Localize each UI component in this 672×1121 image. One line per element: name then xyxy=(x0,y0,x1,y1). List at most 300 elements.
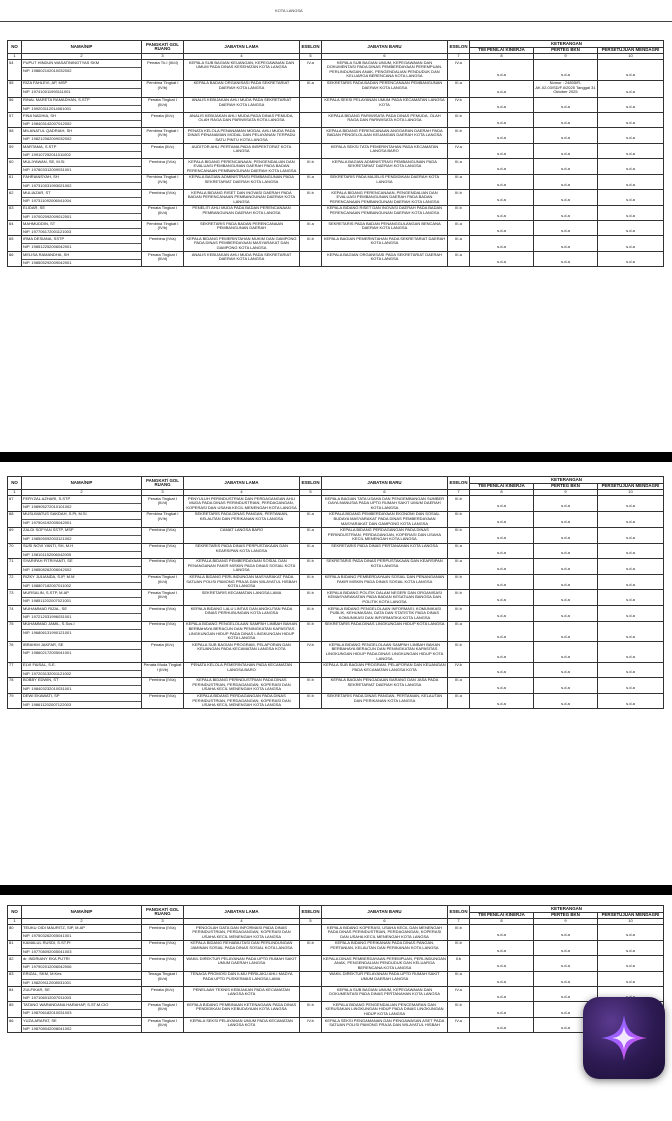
employee-cell xyxy=(22,527,142,543)
eselon-baru: IV.a xyxy=(448,60,470,80)
column-number-2: 2 xyxy=(22,54,142,60)
header-nama: NAMA/NIP xyxy=(22,906,142,919)
mutation-table-3 xyxy=(7,905,664,1033)
eselon-lama xyxy=(300,113,322,128)
jabatan-lama: KEPALA BIDANG PERINDUSTRIAN PADA DINAS PERINDUSTRIAN, PERDAGANGAN, KOPERASI DAN USAHA KECIL MENENGAH KOTA LANGSA xyxy=(184,677,300,693)
header-eselon-baru: ESELON xyxy=(448,477,470,490)
table-row xyxy=(8,693,664,709)
jabatan-lama: ANALIS KEBIJAKAN AHLI MUDA PADA SEKRETARIAT DAERAH KOTA LANGSA xyxy=(184,97,300,112)
eselon-baru: III.a xyxy=(448,221,470,236)
eselon-baru: III.b xyxy=(448,190,470,206)
employee-nip: NIP. 198905272010101002 xyxy=(22,503,141,510)
table-header xyxy=(8,906,664,925)
eselon-lama: III.b xyxy=(300,606,322,622)
mutation-table-1 xyxy=(7,40,664,267)
employee-cell xyxy=(22,558,142,574)
persetujuan-value: s.d.a xyxy=(598,190,664,206)
column-number-8: 8 xyxy=(470,919,534,925)
jabatan-lama: ANALIS KEBIJAKAN AHLI MUDA PADA SEKRETARIAT DAERAH KOTA LANGSA xyxy=(184,252,300,267)
pangkat-golongan: Pembina (IV/a) xyxy=(142,693,184,709)
row-number: 82 xyxy=(8,956,22,972)
eselon-lama: IV.b xyxy=(300,1018,322,1033)
employee-name: MURSALIN, S.STP, M.AP xyxy=(23,589,69,595)
table-row xyxy=(8,606,664,622)
jabatan-baru: KEPALA SUB BAGIAN UMUM, KEPEGAWAIAN DAN DOKUMENTASI PADA DINAS PERTANAHAN KOTA LANGSA xyxy=(322,987,448,1002)
employee-cell xyxy=(22,642,142,662)
tim-penilai-value: s.d.a xyxy=(470,940,534,955)
jabatan-baru: KEPALA BIDANG PERENCANAAN, PENGENDALIAN DAN EVALUASI PEMBANGUNAN DAERAH PADA BADAN PERENCANAAN PEMBANGUNAN DAERAH KOTA LANGSA xyxy=(322,190,448,206)
jabatan-baru: KEPALA SUB BAGIAN UMUM, KEPEGAWAIAN DAN DOKUMENTASI PADA DINAS PEMBERDAYAAN PEREMPUAN, PERLINDUNGAN ANAK, PENGENDALIAN PENDUDUK DAN KELUARGA BERENCANA KOTA LANGSA xyxy=(322,60,448,80)
tim-penilai-value: s.d.a xyxy=(470,606,534,622)
jabatan-lama: KEPALA SEKSI PELAYANAN UMUM PADA KECAMATAN LANGSA KOTA xyxy=(184,1018,300,1033)
employee-nip: NIP. 199107252011011002 xyxy=(22,151,141,158)
jabatan-lama: KEPALA BIDANG LALU LINTAS DAN ANGKUTAN PADA DINAS PERHUBUNGAN KOTA LANGSA xyxy=(184,606,300,622)
employee-cell xyxy=(22,159,142,175)
persetujuan-value: s.d.a xyxy=(598,606,664,622)
column-number-9: 9 xyxy=(534,919,598,925)
ai-assistant-button[interactable] xyxy=(583,997,665,1079)
table-row xyxy=(8,159,664,175)
column-number-7: 7 xyxy=(448,919,470,925)
jabatan-lama: KEPALA BIDANG REHABILITASI DAN PERLINDUNGAN JAMINAN SOSIAL PADA DINAS SOSIAL KOTA LANGSA xyxy=(184,940,300,955)
employee-nip: NIP. 197706172001121003 xyxy=(22,228,141,235)
tim-penilai-value: s.d.a xyxy=(470,956,534,972)
jabatan-baru: KEPALA DINAS PEMBERDAYAAN PEREMPUAN, PERLINDUNGAN ANAK, PENGENDALIAN PENDUDUK DAN KELUARGA BERENCANA KOTA LANGSA xyxy=(323,955,446,970)
employee-cell xyxy=(22,97,142,112)
eselon-baru: IV.b xyxy=(448,97,470,112)
employee-nip: NIP. 198212062009032002 xyxy=(22,135,141,142)
persetujuan-value: s.d.a xyxy=(598,677,664,693)
jabatan-baru: SEKRETARIS PADA BADAN PERENCANAAN PEMBANGUNAN DAERAH KOTA LANGSA xyxy=(322,80,448,97)
eselon-lama: III.b xyxy=(300,940,322,955)
perteg-bkn-value: s.d.a xyxy=(534,971,598,986)
jabatan-lama: WAKIL DIREKTUR PELAYANAN PADA UPTD RUMAH SAKIT UMUM DAERAH LANGSA xyxy=(184,956,300,972)
tim-penilai-value: s.d.a xyxy=(470,236,534,252)
column-number-6: 6 xyxy=(322,490,448,496)
tim-penilai-value: s.d.a xyxy=(470,205,534,220)
persetujuan-value: s.d.a xyxy=(598,940,664,955)
jabatan-baru: KEPALA BIDANG PENGENDALIAN PENCEMARAN DAN KERUSAKAN LINGKUNGAN HIDUP PADA DINAS LINGKUNGAN HIDUP KOTA LANGSA xyxy=(322,1002,448,1018)
header-perteg-bkn: PERTEG BKN xyxy=(534,483,598,490)
jabatan-lama: KEPALA BADAN ORGANISASI PADA SEKRETARIAT DAERAH KOTA LANGSA xyxy=(184,80,300,97)
employee-cell xyxy=(22,174,142,189)
eselon-baru: III.a xyxy=(448,159,470,175)
column-number-1: 1 xyxy=(8,54,22,60)
employee-cell xyxy=(22,1002,142,1018)
row-number: 84 xyxy=(8,987,22,1002)
eselon-baru: III.b xyxy=(448,590,470,606)
tim-penilai-value: s.d.a xyxy=(470,1002,534,1018)
employee-nip: NIP. 198101152006042005 xyxy=(22,551,141,558)
jabatan-baru: KEPALA BIDANG PARIWISATA PADA DINAS PEMUDA, OLAH RAGA DAN PARIWISATA KOTA LANGSA xyxy=(322,113,448,128)
table-row xyxy=(8,925,664,941)
perteg-bkn-value: s.d.a xyxy=(534,221,598,236)
eselon-lama: III.b xyxy=(300,1002,322,1018)
jabatan-lama: TENAGA PROMOSI DAN ILMU PERILAKU AHLI MADYA PADA UPTD PUSKESMAS LANGSA LAMA xyxy=(184,971,300,986)
pangkat-golongan: Penata Tingkat I (III/d) xyxy=(142,205,184,220)
eselon-lama xyxy=(300,925,322,941)
perteg-bkn-value: s.d.a xyxy=(534,662,598,677)
pangkat-golongan: Penata Tingkat I (III/d) xyxy=(142,97,184,112)
jabatan-lama: KEPALA SUB BAGIAN KEUANGAN, KEPEGAWAIAN DAN UMUM PADA DINAS KESEHATAN KOTA LANGSA xyxy=(184,60,300,80)
header-tim-penilai: TIM PENILAI KINERJA xyxy=(470,483,534,490)
column-number-5: 5 xyxy=(300,919,322,925)
table-row xyxy=(8,940,664,955)
perteg-bkn-value: s.d.a xyxy=(534,558,598,574)
eselon-lama xyxy=(300,971,322,986)
header-pangkat: PANGKAT/ GOL RUANG xyxy=(142,906,184,919)
pangkat-golongan: Penata (III/c) xyxy=(142,144,184,159)
jabatan-lama: PENATA KELOLA PEMERINTAHAN PADA KECAMATAN LANGSA BARO xyxy=(184,662,300,677)
employee-cell xyxy=(22,677,142,693)
header-eselon-baru: ESELON xyxy=(448,41,470,54)
jabatan-lama: KEPALA SUB BAGIAN PROGRAM, PELAPORAN DAN KEUANGAN PADA KECAMATAN LANGSA KOTA xyxy=(184,642,300,662)
table-row xyxy=(8,677,664,693)
perteg-bkn-value: s.d.a xyxy=(534,60,598,80)
column-number-5: 5 xyxy=(300,54,322,60)
perteg-bkn-value: s.d.a xyxy=(534,236,598,252)
employee-name: BOBBY EDWIN, ST xyxy=(23,677,59,683)
previous-page-strip xyxy=(0,0,672,22)
employee-name: TEUKU OIDI MAURITZ, SIP, M.AP xyxy=(23,924,85,930)
jabatan-lama: PENYULUH PERINDUSTRIAN DAN PERDAGANGAN AHLI MUDA PADA DINAS PERINDUSTRIAN, PERDAGANGAN, KOPERASI DAN USAHA KECIL MENENGAH KOTA LANGSA xyxy=(184,496,300,512)
employee-nip: NIP. 197410011993111001 xyxy=(22,88,141,95)
column-number-4: 4 xyxy=(184,490,300,496)
persetujuan-value: s.d.a xyxy=(598,511,664,527)
employee-cell xyxy=(22,144,142,159)
row-number: 71 xyxy=(8,558,22,574)
header-pangkat: PANGKAT/ GOL RUANG xyxy=(142,41,184,54)
tim-penilai-value: s.d.a xyxy=(470,693,534,709)
persetujuan-value: s.d.a xyxy=(598,80,664,97)
table-row xyxy=(8,496,664,512)
jabatan-lama: PENELITI AHLI MUDA PADA BADAN PERENCANAAN PEMBANGUNAN DAERAH KOTA LANGSA xyxy=(184,205,300,220)
eselon-lama xyxy=(300,496,322,512)
employee-cell xyxy=(22,190,142,206)
jabatan-lama: KEPALA BIDANG PERLINDUNGAN MASYARAKAT PADA SATUAN POLISI PAMONG PRAJA DAN WILAYATUL HISBAH KOTA LANGSA xyxy=(184,574,300,590)
employee-nip: NIP. 198807182007011002 xyxy=(22,582,141,589)
eselon-baru: III.b xyxy=(448,128,470,144)
eselon-baru: III.b xyxy=(448,925,470,941)
pangkat-golongan: Pembina (IV/a) xyxy=(142,925,184,941)
jabatan-baru: KEPALA BIDANG KOPERASI, USAHA KECIL DAN MENENGAH PADA DINAS PERINDUSTRIAN, PERDAGANGAN, KOPERASI DAN USAHA KECIL MENENGAH KOTA LANGSA xyxy=(322,925,448,941)
tim-penilai-value: s.d.a xyxy=(470,925,534,941)
perteg-bkn-value: s.d.a xyxy=(534,496,598,512)
eselon-lama: III.a xyxy=(300,80,322,97)
perteg-bkn-value: s.d.a xyxy=(534,159,598,175)
pangkat-golongan: Penata (III/c) xyxy=(142,987,184,1002)
tim-penilai-value: s.d.a xyxy=(470,527,534,543)
persetujuan-value: s.d.a xyxy=(598,60,664,80)
header-eselon-lama: ESELON xyxy=(300,906,322,919)
eselon-baru: III.b xyxy=(448,642,470,662)
column-number-3: 3 xyxy=(142,490,184,496)
eselon-lama: III.a xyxy=(300,174,322,189)
row-number: 85 xyxy=(8,1002,22,1018)
employee-nip: NIP. 197503262005041001 xyxy=(22,932,141,939)
jabatan-lama: PENATA KELOLA PENANAMAN MODAL AHLI MUDA PADA DINAS PENANAMAN MODAL DAN PELAYANAN TERPADU SATU PINTU KOTA LANGSA xyxy=(184,128,300,144)
tim-penilai-value: s.d.a xyxy=(470,496,534,512)
eselon-baru: III.a xyxy=(448,558,470,574)
persetujuan-value: s.d.a xyxy=(598,236,664,252)
header-no: NO xyxy=(8,41,22,54)
eselon-lama: IV.b xyxy=(300,642,322,662)
table-row xyxy=(8,80,664,97)
table-row xyxy=(8,252,664,267)
pangkat-golongan: Penata Tingkat I (III/d) xyxy=(142,252,184,267)
jabatan-lama: AUDITOR AHLI PERTAMA PADA INSPEKTORAT KOTA LANGSA xyxy=(184,144,300,159)
table-row xyxy=(8,987,664,1002)
ai-sparkle-icon xyxy=(598,1012,650,1064)
header-keterangan: KETERANGAN xyxy=(470,41,664,48)
employee-name: FERYZAL AZHARI, S.STP xyxy=(23,495,71,501)
persetujuan-value: s.d.a xyxy=(598,693,664,709)
pangkat-golongan: Pembina Tingkat I (IV/b) xyxy=(142,511,184,527)
column-number-10: 10 xyxy=(598,490,664,496)
column-number-1: 1 xyxy=(8,490,22,496)
jabatan-lama: KEPALA BIDANG PERENCANAAN, PENGENDALIAN DAN EVALUASI PEMBANGUNAN DAERAH PADA BADAN PERENCANAAN PEMBANGUNAN DAERAH KOTA LANGSA xyxy=(184,159,300,175)
tim-penilai-value: s.d.a xyxy=(470,511,534,527)
pangkat-golongan: Pembina (IV/a) xyxy=(142,677,184,693)
eselon-lama xyxy=(300,662,322,677)
table-row xyxy=(8,1018,664,1033)
jabatan-baru: SEKRETARIS PADA BADAN PENANGGULANGAN BENCANA DAERAH KOTA LANGSA xyxy=(322,221,448,236)
perteg-bkn-value: s.d.a xyxy=(534,1018,598,1033)
employee-cell xyxy=(22,925,142,941)
persetujuan-value: s.d.a xyxy=(598,159,664,175)
pangkat-golongan: Pembina (IV/a) xyxy=(142,558,184,574)
header-jabatan-lama: JABATAN LAMA xyxy=(184,477,300,490)
employee-nip: NIP. 197203132001121002 xyxy=(22,670,141,677)
jabatan-lama: SEKRETARIS PADA DINAS PERPUSTAKAAN DAN KEARSIPAN KOTA LANGSA xyxy=(184,543,300,558)
pangkat-golongan: Pembina (IV/a) xyxy=(142,956,184,972)
employee-nip: NIP. 197902012006042006 xyxy=(22,963,141,970)
pangkat-golongan: Pembina (IV/a) xyxy=(142,190,184,206)
eselon-lama: III.b xyxy=(300,693,322,709)
perteg-bkn-value: s.d.a xyxy=(534,144,598,159)
row-number: 65 xyxy=(8,236,22,252)
pangkat-golongan: Pembina (IV/a) xyxy=(142,543,184,558)
perteg-bkn-value: s.d.a xyxy=(534,205,598,220)
tim-penilai-value: s.d.a xyxy=(470,677,534,693)
jabatan-baru: KEPALA BAGIAN ORGANISASI PADA SEKRETARIAT DAERAH KOTA LANGSA xyxy=(322,252,448,267)
column-number-3: 3 xyxy=(142,54,184,60)
employee-cell xyxy=(22,956,142,972)
jabatan-baru: KEPALA BAGIAN PEMERINTAHAN PADA SEKRETARIAT DAERAH KOTA LANGSA xyxy=(322,236,448,252)
column-number-9: 9 xyxy=(534,490,598,496)
tim-penilai-value: s.d.a xyxy=(470,590,534,606)
employee-name: SUSI NOVI YANTI, SH, M.H xyxy=(23,543,74,549)
prev-strip-text: KOTA LANGSA xyxy=(275,8,303,13)
tim-penilai-value: s.d.a xyxy=(470,642,534,662)
tim-penilai-value: s.d.a xyxy=(470,621,534,641)
eselon-baru: III.a xyxy=(448,677,470,693)
perteg-bkn-value: s.d.a xyxy=(534,543,598,558)
persetujuan-value: s.d.a xyxy=(598,621,664,641)
table-body-2 xyxy=(8,496,664,709)
employee-cell xyxy=(22,60,142,80)
persetujuan-value: s.d.a xyxy=(598,956,664,972)
pangkat-golongan: Penata Tingkat I (III/d) xyxy=(142,1018,184,1033)
table-header xyxy=(8,41,664,60)
column-number-4: 4 xyxy=(184,54,300,60)
tim-penilai-value: s.d.a xyxy=(470,221,534,236)
table-row xyxy=(8,144,664,159)
employee-name: KAMALUL RUSDI, S.ST.Pi xyxy=(23,940,71,946)
jabatan-lama: SEKRETARIS KECAMATAN LANGSA LAMA xyxy=(184,590,300,606)
employee-nip: NIP. 197311092006041004 xyxy=(22,197,141,204)
pangkat-golongan: Pembina (IV/a) xyxy=(142,236,184,252)
jabatan-baru: KEPALA BIDANG PEMBERDAYAAN EKONOMI DAN SOSIAL BUDAYA MASYARAKAT PADA DINAS PEMBERDAYAAN MASYARAKAT DAN GAMPONG KOTA LANGSA xyxy=(322,511,448,527)
row-number: 54 xyxy=(8,60,22,80)
eselon-lama: III.a xyxy=(300,221,322,236)
row-number: 81 xyxy=(8,940,22,955)
eselon-lama: III.b xyxy=(300,236,322,252)
employee-cell xyxy=(22,221,142,236)
row-number: 72 xyxy=(8,574,22,590)
perteg-bkn-value: s.d.a xyxy=(534,527,598,543)
perteg-bkn-value: s.d.a xyxy=(534,925,598,941)
pangkat-golongan: Pembina (IV/a) xyxy=(142,606,184,622)
persetujuan-value: s.d.a xyxy=(598,252,664,267)
row-number: 68 xyxy=(8,511,22,527)
tim-penilai-value: s.d.a xyxy=(470,97,534,112)
jabatan-baru: SEKRETARIS PADA DINAS PERPUSTAKAAN DAN KEARSIPAN KOTA LANGSA xyxy=(322,558,448,574)
row-number: 62 xyxy=(8,190,22,206)
eselon-baru: III.b xyxy=(448,527,470,543)
employee-name: MUHAMMAD RIZAL, SE xyxy=(23,605,68,611)
employee-nip: NIP. 198602102010032002 xyxy=(22,67,141,74)
employee-name: RIZKY JULIANDA, S.IP, M.M xyxy=(23,574,75,579)
header-eselon-baru: ESELON xyxy=(448,906,470,919)
pangkat-golongan: Pembina (IV/a) xyxy=(142,940,184,955)
eselon-lama: III.a xyxy=(300,511,322,527)
tim-penilai-value: s.d.a xyxy=(470,60,534,80)
employee-nip: NIP. 198511202007021001 xyxy=(22,597,141,604)
row-number: 67 xyxy=(8,496,22,512)
header-pangkat: PANGKAT/ GOL RUANG xyxy=(142,477,184,490)
header-jabatan-baru: JABATAN BARU xyxy=(322,906,448,919)
row-number: 74 xyxy=(8,606,22,622)
table-row xyxy=(8,642,664,662)
column-number-2: 2 xyxy=(22,490,142,496)
employee-nip: NIP. 198512252006042001 xyxy=(22,243,141,250)
row-number: 75 xyxy=(8,621,22,641)
jabatan-baru: KEPALA SUB BAGIAN PROGRAM, PELAPORAN DAN KEUANGAN PADA KECAMATAN LANGSA KOTA xyxy=(322,662,448,677)
eselon-lama: III.b xyxy=(300,574,322,590)
table-row xyxy=(8,662,664,677)
eselon-baru: III.a xyxy=(448,80,470,97)
column-number-7: 7 xyxy=(448,54,470,60)
pangkat-golongan: Penata (III/c) xyxy=(142,113,184,128)
eselon-lama: III.b xyxy=(300,190,322,206)
header-perteg-bkn: PERTEG BKN xyxy=(534,47,598,54)
eselon-baru: III.b xyxy=(448,1002,470,1018)
employee-cell xyxy=(22,662,142,677)
employee-cell xyxy=(22,940,142,955)
employee-name: ELVI FAISAL, S.E. xyxy=(23,662,56,668)
employee-name: MAHMUDDIN, ST xyxy=(23,220,56,226)
eselon-lama: III.b xyxy=(300,159,322,175)
row-number: 55 xyxy=(8,80,22,97)
row-number: 77 xyxy=(8,662,22,677)
persetujuan-value: s.d.a xyxy=(598,543,664,558)
column-number-1: 1 xyxy=(8,919,22,925)
eselon-lama: III.b xyxy=(300,621,322,641)
employee-nip: NIP. 197708092005041003 xyxy=(22,948,141,955)
eselon-baru: III.b xyxy=(448,511,470,527)
perteg-bkn-value: s.d.a xyxy=(534,1002,598,1018)
eselon-lama: III.b xyxy=(300,590,322,606)
column-number-3: 3 xyxy=(142,919,184,925)
header-tim-penilai: TIM PENILAI KINERJA xyxy=(470,47,534,54)
row-number: 58 xyxy=(8,128,22,144)
document-page-1 xyxy=(0,0,672,452)
persetujuan-value: s.d.a xyxy=(598,558,664,574)
employee-name: IRMA DESIANA, SSTP xyxy=(23,235,65,241)
pangkat-golongan: Penata Tingkat I (III/d) xyxy=(142,1002,184,1018)
jabatan-baru: SEKRETARIS PADA DINAS PERTANAHAN KOTA LANGSA xyxy=(322,543,448,558)
pangkat-golongan: Pembina (IV/a) xyxy=(142,621,184,641)
jabatan-lama: PENELAAH TEKNIS KEBIJAKAN PADA KECAMATAN LANGSA KOTA xyxy=(184,987,300,1002)
perteg-bkn-value: s.d.a xyxy=(534,677,598,693)
header-keterangan: KETERANGAN xyxy=(470,906,664,913)
employee-name: ELIDAR, SE xyxy=(23,205,46,211)
eselon-baru: III.a xyxy=(448,693,470,709)
perteg-bkn-value: s.d.a xyxy=(534,128,598,144)
column-number-6: 6 xyxy=(322,919,448,925)
tim-penilai-value: s.d.a xyxy=(470,80,534,97)
employee-nip: NIP. 198505092003121002 xyxy=(22,535,141,542)
perteg-bkn-value: s.d.a xyxy=(534,511,598,527)
employee-name: DEWI EKAWATI, SP xyxy=(23,693,60,699)
persetujuan-value: s.d.a xyxy=(598,662,664,677)
tim-penilai-value: s.d.a xyxy=(470,128,534,144)
persetujuan-value: s.d.a xyxy=(598,590,664,606)
jabatan-lama: KEPALA BIDANG PEMBINAAN KETENAGAAN PADA DINAS PENDIDIKAN DAN KEBUDAYAAN KOTA LANGSA xyxy=(184,1002,300,1018)
header-eselon-lama: ESELON xyxy=(300,477,322,490)
pangkat-golongan: Pembina Tingkat I (IV/b) xyxy=(142,80,184,97)
employee-name: ZALDI SOFYAN SSTP, MSP xyxy=(23,527,74,533)
table-body-3 xyxy=(8,925,664,1033)
eselon-baru: IV.b xyxy=(448,662,470,677)
table-row xyxy=(8,113,664,128)
perteg-bkn-value: s.d.a xyxy=(534,252,598,267)
table-row xyxy=(8,1002,664,1018)
perteg-bkn-value: s.d.a xyxy=(534,590,598,606)
table-row xyxy=(8,590,664,606)
persetujuan-value: s.d.a xyxy=(598,925,664,941)
jabatan-lama: KEPALA BIDANG RISET DAN INOVASI DAERAH PADA BADAN PERENCANAAN PEMBANGUNAN DAERAH KOTA LANGSA xyxy=(184,190,300,206)
jabatan-lama: KEPALA BIDANG PEMBERDAYAAN SOSIAL DAN PENANGANAN FAKIR MISKIN PADA DINAS SOSIAL KOTA LANGSA xyxy=(184,558,300,574)
jabatan-baru: KEPALA SEKSI PENGAMANAN DAN PENGAWASAN ASET PADA SATUAN POLISI PAMONG PRAJA DAN WILAYATUL HISBAH xyxy=(322,1018,448,1033)
header-persetujuan: PERSETUJUAN MENDAGRI xyxy=(598,47,664,54)
row-number: 79 xyxy=(8,693,22,709)
table-row xyxy=(8,558,664,574)
perteg-bkn-value: s.d.a xyxy=(534,987,598,1002)
pangkat-golongan: Penata Tingkat I (III/d) xyxy=(142,574,184,590)
persetujuan-value: s.d.a xyxy=(598,496,664,512)
jabatan-baru: KEPALA SEKSI TATA PEMERINTAHAN PADA KECAMATAN LANGSA BARO xyxy=(322,144,448,159)
table-row xyxy=(8,221,664,236)
perteg-bkn-value: s.d.a xyxy=(534,606,598,622)
jabatan-baru: SEKRETARIS PADA DINAS PANGAN, PERTANIAN, KELAUTAN DAN PERIKANAN KOTA LANGSA xyxy=(322,693,448,709)
header-jabatan-baru: JABATAN BARU xyxy=(322,41,448,54)
employee-name: MARTAMA, S.STP xyxy=(23,143,57,149)
jabatan-baru: KEPALA SEKSI PELAYANAN UMUM PADA KECAMATAN LANGSA KOTA xyxy=(322,97,448,112)
header-jabatan-lama: JABATAN LAMA xyxy=(184,906,300,919)
header-eselon-lama: ESELON xyxy=(300,41,322,54)
